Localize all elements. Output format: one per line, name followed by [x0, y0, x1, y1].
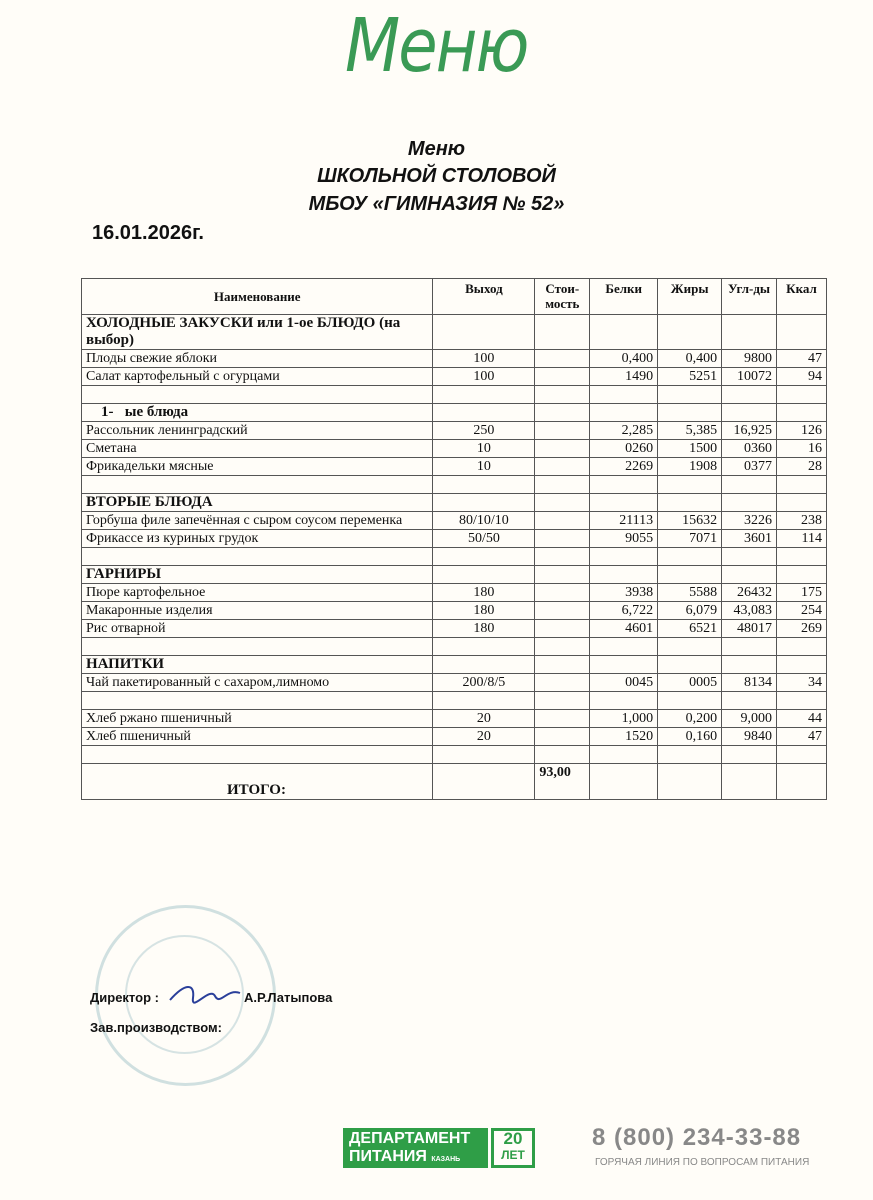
empty-cell [590, 548, 658, 566]
item-fat: 5,385 [658, 422, 722, 440]
item-protein: 1520 [590, 728, 658, 746]
item-name: Хлеб ржано пшеничный [82, 710, 433, 728]
table-row-item [82, 458, 827, 476]
hotline-caption: ГОРЯЧАЯ ЛИНИЯ ПО ВОПРОСАМ ПИТАНИЯ [595, 1157, 810, 1168]
item-fat: 6,079 [658, 602, 722, 620]
item-cost [535, 530, 590, 548]
director-name: А.Р.Латыпова [244, 990, 333, 1005]
empty-cell [777, 386, 827, 404]
item-name: Рассольник ленинградский [82, 422, 433, 440]
empty-cell [590, 494, 658, 512]
item-kcal: 16 [777, 440, 827, 458]
item-fat: 0,160 [658, 728, 722, 746]
empty-cell [535, 476, 590, 494]
item-kcal: 114 [777, 530, 827, 548]
empty-cell [433, 566, 535, 584]
heading-line-2: ШКОЛЬНОЙ СТОЛОВОЙ [317, 165, 556, 187]
item-protein: 0260 [590, 440, 658, 458]
item-carbs: 0360 [722, 440, 777, 458]
item-carbs: 26432 [722, 584, 777, 602]
item-fat: 0,200 [658, 710, 722, 728]
item-cost [535, 368, 590, 386]
empty-cell [722, 548, 777, 566]
header-fat: Жиры [658, 279, 722, 315]
menu-table [81, 278, 827, 800]
empty-cell [722, 746, 777, 764]
item-name: Фрикассе из куриных грудок [82, 530, 433, 548]
table-row-item [82, 530, 827, 548]
empty-cell [535, 548, 590, 566]
total-label: ИТОГО: [82, 764, 433, 800]
empty-cell [590, 404, 658, 422]
heading-line-1: Меню [407, 138, 466, 160]
table-row-item [82, 368, 827, 386]
empty-cell [535, 404, 590, 422]
empty-cell [433, 548, 535, 566]
item-carbs: 16,925 [722, 422, 777, 440]
item-kcal: 269 [777, 620, 827, 638]
table-row-section [82, 315, 827, 350]
item-kcal: 126 [777, 422, 827, 440]
department-logo [343, 1128, 488, 1168]
empty-cell [433, 746, 535, 764]
empty-cell [658, 548, 722, 566]
empty-cell [658, 746, 722, 764]
item-protein: 3938 [590, 584, 658, 602]
empty-cell [722, 315, 777, 350]
empty-cell [535, 692, 590, 710]
item-yield: 10 [433, 440, 535, 458]
empty-cell [658, 656, 722, 674]
empty-cell [777, 476, 827, 494]
table-row-item [82, 602, 827, 620]
empty-cell [590, 638, 658, 656]
empty-cell [590, 566, 658, 584]
empty-cell [433, 692, 535, 710]
header-kcal: Ккал [777, 279, 827, 315]
item-carbs: 9,000 [722, 710, 777, 728]
empty-cell [535, 656, 590, 674]
item-kcal: 175 [777, 584, 827, 602]
item-yield: 20 [433, 728, 535, 746]
empty-cell [777, 746, 827, 764]
table-row-item [82, 728, 827, 746]
item-protein: 6,722 [590, 602, 658, 620]
empty-cell [777, 404, 827, 422]
item-kcal: 238 [777, 512, 827, 530]
empty-cell [433, 494, 535, 512]
item-name: Сметана [82, 440, 433, 458]
item-cost [535, 710, 590, 728]
item-fat: 5588 [658, 584, 722, 602]
empty-cell [433, 315, 535, 350]
empty-cell [658, 315, 722, 350]
header-cost: Стои-мость [535, 279, 590, 315]
item-fat: 6521 [658, 620, 722, 638]
empty-cell [590, 476, 658, 494]
heading-line-3: МБОУ «ГИМНАЗИЯ № 52» [308, 193, 565, 215]
empty-cell [433, 386, 535, 404]
table-row-empty [82, 548, 827, 566]
item-kcal: 94 [777, 368, 827, 386]
dept-line-2: ПИТАНИЯ [349, 1148, 427, 1165]
empty-cell [777, 638, 827, 656]
signature-icon [165, 978, 245, 1008]
empty-cell [82, 476, 433, 494]
item-name: Чай пакетированный с сахаром,лимномо [82, 674, 433, 692]
item-carbs: 9800 [722, 350, 777, 368]
table-row-empty [82, 476, 827, 494]
table-row-section [82, 404, 827, 422]
item-protein: 1490 [590, 368, 658, 386]
empty-cell [433, 638, 535, 656]
item-protein: 2,285 [590, 422, 658, 440]
item-cost [535, 440, 590, 458]
table-row-empty [82, 638, 827, 656]
item-cost [535, 512, 590, 530]
item-yield: 200/8/5 [433, 674, 535, 692]
table-row-item [82, 710, 827, 728]
empty-cell [433, 404, 535, 422]
empty-cell [535, 638, 590, 656]
empty-cell [433, 656, 535, 674]
item-yield: 10 [433, 458, 535, 476]
item-carbs: 8134 [722, 674, 777, 692]
empty-cell [82, 548, 433, 566]
empty-cell [590, 386, 658, 404]
item-cost [535, 674, 590, 692]
empty-cell [722, 638, 777, 656]
item-protein: 0,400 [590, 350, 658, 368]
table-row-item [82, 674, 827, 692]
item-cost [535, 602, 590, 620]
empty-cell [658, 386, 722, 404]
empty-cell [82, 386, 433, 404]
table-row-item [82, 620, 827, 638]
item-fat: 1500 [658, 440, 722, 458]
item-yield: 50/50 [433, 530, 535, 548]
item-yield: 100 [433, 350, 535, 368]
item-carbs: 9840 [722, 728, 777, 746]
production-manager-label: Зав.производством: [90, 1020, 222, 1035]
item-name: Макаронные изделия [82, 602, 433, 620]
item-cost [535, 422, 590, 440]
empty-cell [722, 764, 777, 800]
empty-cell [82, 638, 433, 656]
header-name: Наименование [82, 279, 433, 315]
item-name: Рис отварной [82, 620, 433, 638]
empty-cell [777, 548, 827, 566]
item-protein: 0045 [590, 674, 658, 692]
empty-cell [590, 315, 658, 350]
item-fat: 1908 [658, 458, 722, 476]
anniversary-badge [491, 1128, 535, 1168]
table-row-item [82, 512, 827, 530]
empty-cell [590, 692, 658, 710]
empty-cell [658, 764, 722, 800]
empty-cell [658, 404, 722, 422]
item-name: Хлеб пшеничный [82, 728, 433, 746]
empty-cell [433, 476, 535, 494]
item-fat: 0,400 [658, 350, 722, 368]
empty-cell [777, 656, 827, 674]
item-kcal: 47 [777, 350, 827, 368]
header-yield: Выход [433, 279, 535, 315]
empty-cell [722, 692, 777, 710]
menu-logo-title: Меню [345, 4, 528, 90]
item-cost [535, 620, 590, 638]
item-protein: 2269 [590, 458, 658, 476]
item-name: Горбуша филе запечённая с сыром соусом переменка [82, 512, 433, 530]
item-yield: 180 [433, 602, 535, 620]
table-row-item [82, 440, 827, 458]
section-title: 1- ые блюда [82, 404, 433, 422]
empty-cell [590, 656, 658, 674]
item-name: Фрикадельки мясные [82, 458, 433, 476]
item-yield: 80/10/10 [433, 512, 535, 530]
empty-cell [535, 566, 590, 584]
dept-city: КАЗАНЬ [431, 1156, 461, 1163]
table-row-empty [82, 746, 827, 764]
empty-cell [658, 476, 722, 494]
item-carbs: 48017 [722, 620, 777, 638]
empty-cell [777, 692, 827, 710]
item-kcal: 34 [777, 674, 827, 692]
table-row-empty [82, 692, 827, 710]
empty-cell [658, 566, 722, 584]
table-row-item [82, 584, 827, 602]
item-yield: 180 [433, 620, 535, 638]
empty-cell [722, 476, 777, 494]
item-protein: 9055 [590, 530, 658, 548]
item-kcal: 44 [777, 710, 827, 728]
empty-cell [433, 764, 535, 800]
empty-cell [777, 764, 827, 800]
header-protein: Белки [590, 279, 658, 315]
item-fat: 5251 [658, 368, 722, 386]
table-header-row [82, 279, 827, 315]
empty-cell [722, 566, 777, 584]
item-carbs: 3601 [722, 530, 777, 548]
item-yield: 100 [433, 368, 535, 386]
empty-cell [658, 692, 722, 710]
empty-cell [535, 315, 590, 350]
item-yield: 20 [433, 710, 535, 728]
item-cost [535, 350, 590, 368]
empty-cell [722, 494, 777, 512]
empty-cell [722, 656, 777, 674]
director-label: Директор : [90, 990, 159, 1005]
empty-cell [535, 494, 590, 512]
item-carbs: 0377 [722, 458, 777, 476]
dept-line-1: ДЕПАРТАМЕНТ [349, 1130, 471, 1147]
empty-cell [658, 638, 722, 656]
table-row-section [82, 494, 827, 512]
table-row-item [82, 422, 827, 440]
empty-cell [722, 404, 777, 422]
anniv-word: ЛЕТ [501, 1148, 525, 1162]
anniv-number: 20 [503, 1129, 523, 1148]
empty-cell [82, 692, 433, 710]
empty-cell [722, 386, 777, 404]
section-title: ВТОРЫЕ БЛЮДА [82, 494, 433, 512]
item-kcal: 254 [777, 602, 827, 620]
empty-cell [535, 746, 590, 764]
menu-date: 16.01.2026г. [92, 222, 204, 244]
empty-cell [658, 494, 722, 512]
item-protein: 21113 [590, 512, 658, 530]
item-yield: 180 [433, 584, 535, 602]
empty-cell [82, 746, 433, 764]
item-kcal: 47 [777, 728, 827, 746]
item-name: Плоды свежие яблоки [82, 350, 433, 368]
table-row-section [82, 656, 827, 674]
empty-cell [590, 764, 658, 800]
item-cost [535, 584, 590, 602]
empty-cell [777, 315, 827, 350]
empty-cell [590, 746, 658, 764]
section-title: ХОЛОДНЫЕ ЗАКУСКИ или 1-ое БЛЮДО (на выбор) [82, 315, 433, 350]
header-carbs: Угл-ды [722, 279, 777, 315]
item-protein: 1,000 [590, 710, 658, 728]
empty-cell [535, 386, 590, 404]
item-carbs: 10072 [722, 368, 777, 386]
item-cost [535, 458, 590, 476]
item-carbs: 3226 [722, 512, 777, 530]
total-cost: 93,00 [535, 764, 590, 800]
item-fat: 7071 [658, 530, 722, 548]
item-name: Салат картофельный с огурцами [82, 368, 433, 386]
item-yield: 250 [433, 422, 535, 440]
empty-cell [777, 494, 827, 512]
item-name: Пюре картофельное [82, 584, 433, 602]
hotline-phone: 8 (800) 234-33-88 [592, 1124, 802, 1151]
table-row-item [82, 350, 827, 368]
item-cost [535, 728, 590, 746]
total-row [82, 764, 827, 800]
item-kcal: 28 [777, 458, 827, 476]
section-title: ГАРНИРЫ [82, 566, 433, 584]
item-fat: 15632 [658, 512, 722, 530]
item-carbs: 43,083 [722, 602, 777, 620]
empty-cell [777, 566, 827, 584]
section-title: НАПИТКИ [82, 656, 433, 674]
table-row-section [82, 566, 827, 584]
item-protein: 4601 [590, 620, 658, 638]
table-row-empty [82, 386, 827, 404]
item-fat: 0005 [658, 674, 722, 692]
